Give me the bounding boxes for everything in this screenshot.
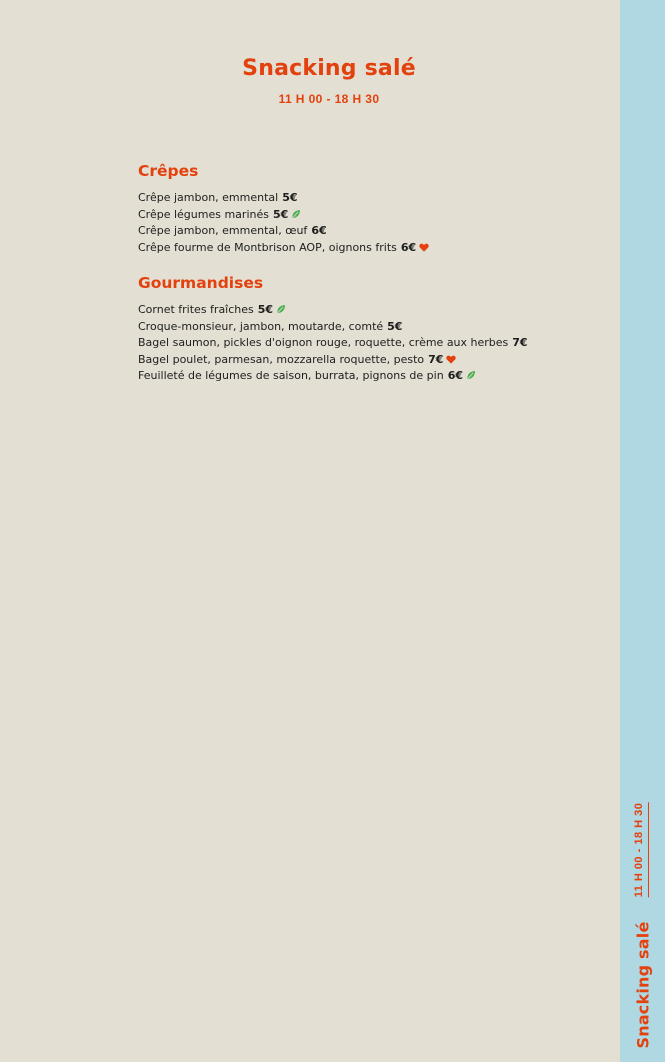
menu-item bbox=[138, 207, 608, 224]
menu-item bbox=[138, 223, 608, 240]
menu-item bbox=[138, 368, 608, 385]
item-price: 6€ bbox=[400, 240, 417, 254]
item-list bbox=[138, 190, 608, 256]
item-name: Crêpe fourme de Montbrison AOP, oignons frits bbox=[138, 240, 397, 254]
side-strip bbox=[620, 0, 665, 1062]
item-price: 6€ bbox=[311, 224, 327, 237]
item-name: Cornet frites fraîches bbox=[138, 303, 254, 316]
heart-icon bbox=[419, 243, 429, 252]
item-price: 6€ bbox=[447, 369, 463, 382]
item-name: Feuilleté de légumes de saison, burrata, pignons de pin bbox=[138, 369, 444, 382]
item-name: Crêpe jambon, emmental bbox=[138, 191, 279, 204]
item-name: Bagel saumon, pickles d'oignon rouge, roquette, crème aux herbes bbox=[138, 336, 509, 349]
menu-item bbox=[138, 190, 608, 207]
section-title: Gourmandises bbox=[138, 274, 264, 292]
item-price: 5€ bbox=[387, 319, 403, 333]
item-price: 7€ bbox=[512, 336, 528, 349]
side-hours: 11 H 00 - 18 H 30 bbox=[633, 803, 649, 898]
item-list bbox=[138, 302, 608, 385]
item-price: 5€ bbox=[272, 207, 289, 221]
leaf-icon bbox=[291, 209, 301, 219]
leaf-icon bbox=[276, 304, 286, 314]
item-price: 5€ bbox=[282, 191, 298, 204]
heart-icon bbox=[446, 355, 456, 364]
leaf-icon bbox=[466, 370, 476, 380]
item-name: Crêpe légumes marinés bbox=[138, 207, 269, 221]
page-title: Snacking salé bbox=[242, 56, 416, 81]
menu-item bbox=[138, 302, 608, 319]
page-hours: 11 H 00 - 18 H 30 bbox=[278, 92, 380, 106]
menu-item bbox=[138, 335, 608, 352]
menu-item bbox=[138, 319, 608, 336]
item-name: Bagel poulet, parmesan, mozzarella roquette, pesto bbox=[138, 352, 425, 366]
side-title: Snacking salé bbox=[633, 921, 653, 1049]
item-price: 5€ bbox=[257, 303, 274, 316]
item-name: Crêpe jambon, emmental, œuf bbox=[138, 224, 308, 237]
item-price: 7€ bbox=[428, 352, 444, 366]
item-name: Croque-monsieur, jambon, moutarde, comté bbox=[138, 319, 384, 333]
section-title: Crêpes bbox=[138, 162, 199, 180]
menu-item bbox=[138, 352, 608, 369]
section-gourmandises bbox=[138, 273, 608, 385]
menu-item bbox=[138, 240, 608, 257]
section-crepes bbox=[138, 161, 608, 256]
